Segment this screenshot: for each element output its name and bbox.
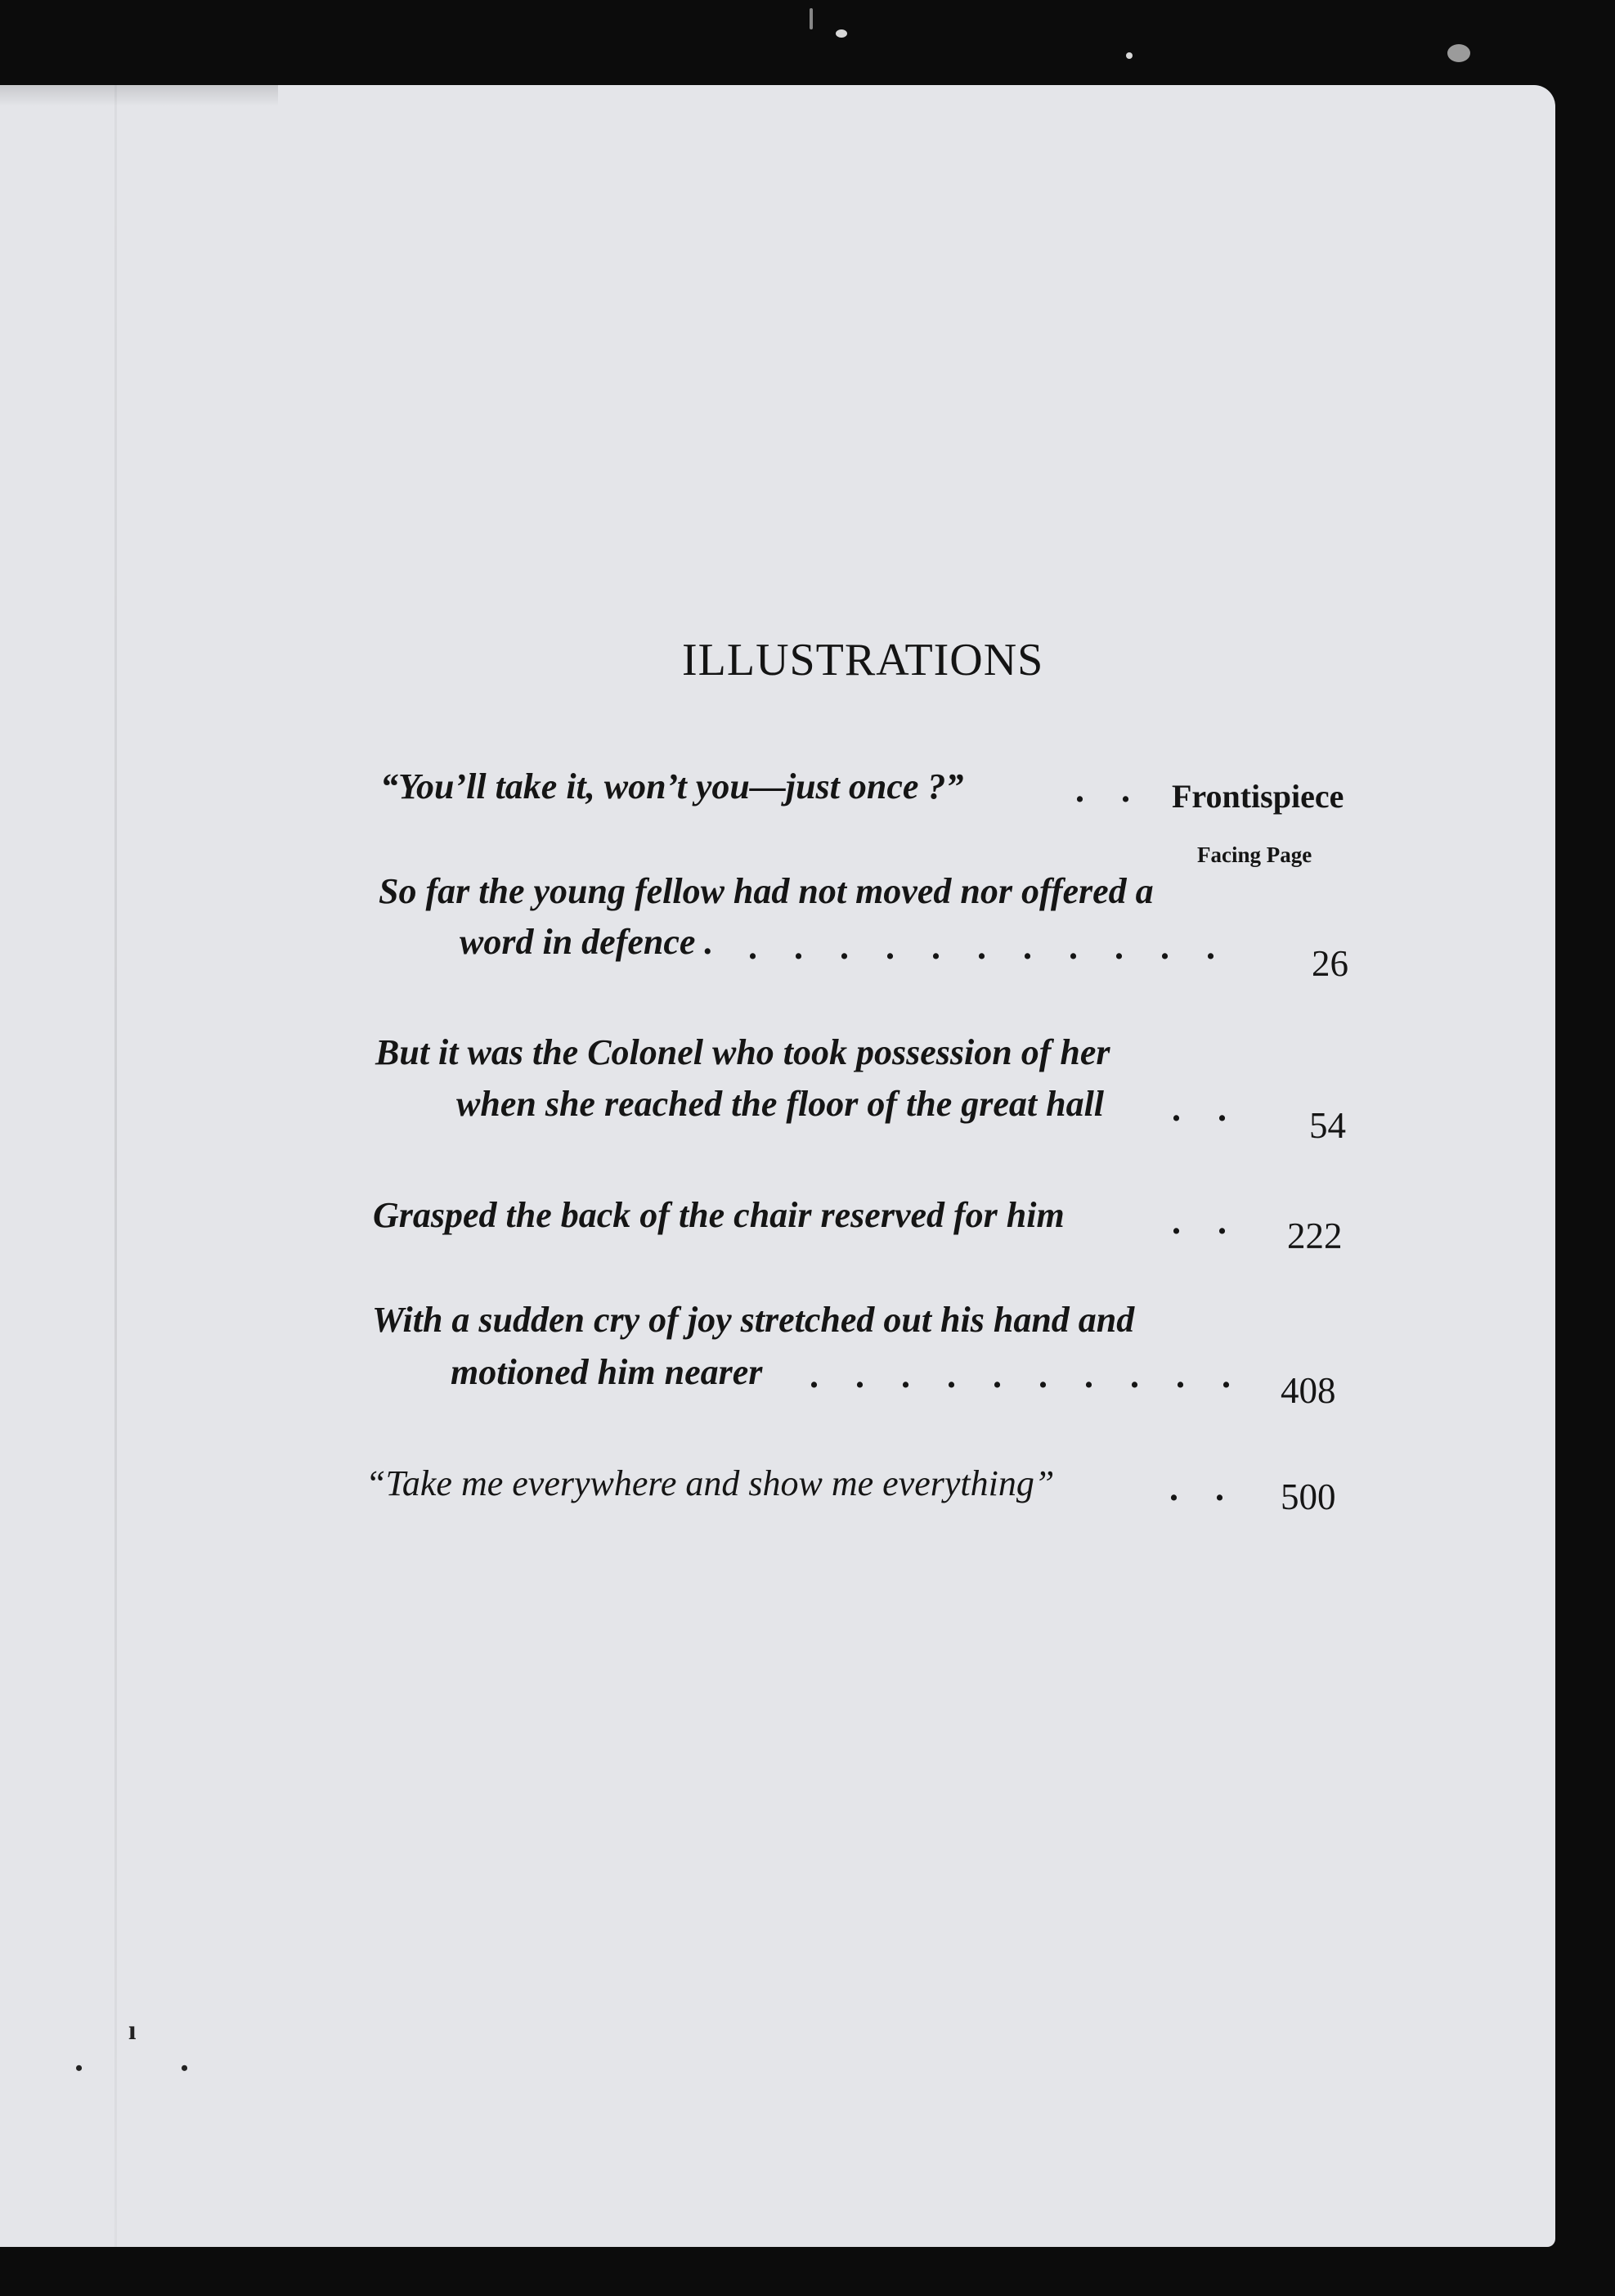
scan-speck [810, 8, 813, 29]
illustration-caption: “Take me everywhere and show me everything” [366, 1463, 1055, 1503]
scan-mark: • [75, 2056, 83, 2080]
illustration-caption: Grasped the back of the chair reserved for him [373, 1195, 1065, 1235]
illustration-caption: But it was the Colonel who took possession of her [375, 1032, 1110, 1072]
scan-speck [1126, 52, 1133, 59]
leader-dots: . . . . . . . . . . . [748, 927, 1229, 967]
scan-speck [1447, 44, 1470, 62]
scan-mark: ı [128, 2015, 137, 2046]
leader-dots: . . [1169, 1468, 1238, 1508]
frontispiece-label: Frontispiece [1172, 778, 1344, 815]
leader-dots: . . [1075, 770, 1144, 810]
scan-speck [836, 29, 847, 38]
page-number: 54 [1309, 1105, 1346, 1146]
illustration-caption-continued: when she reached the floor of the great hall [456, 1084, 1105, 1124]
illustration-caption: “You’ll take it, won’t you—just once ?” [380, 766, 964, 807]
facing-page-label: Facing Page [1197, 842, 1312, 867]
page-number: 408 [1281, 1370, 1336, 1411]
illustration-caption: So far the young fellow had not moved nor offered a [379, 871, 1154, 911]
scan-mark: • [181, 2056, 189, 2080]
leader-dots: . . . . . . . . . . [810, 1355, 1245, 1395]
book-page [0, 85, 1555, 2247]
page-number: 26 [1312, 943, 1348, 984]
illustration-caption: With a sudden cry of joy stretched out his hand and [372, 1300, 1135, 1340]
leader-dots: . . [1172, 1089, 1240, 1129]
illustration-caption-continued: word in defence . [460, 922, 714, 962]
page-title: ILLUSTRATIONS [682, 635, 1044, 685]
leader-dots: . . [1172, 1202, 1240, 1242]
illustration-caption-continued: motioned him nearer [451, 1352, 763, 1392]
page-number: 500 [1281, 1476, 1336, 1517]
page-number: 222 [1287, 1215, 1343, 1256]
